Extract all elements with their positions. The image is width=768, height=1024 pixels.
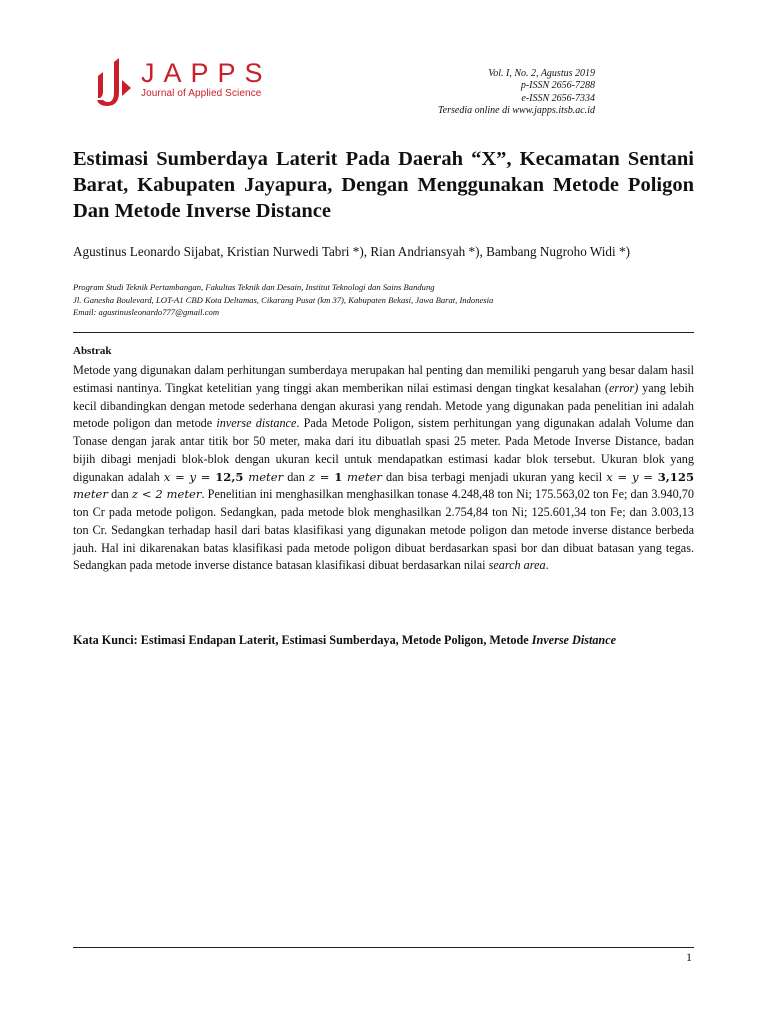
abstract-heading: Abstrak (73, 345, 112, 357)
journal-volume: Vol. I, No. 2, Agustus 2019 (488, 68, 595, 79)
abstract-error-term: error) (608, 380, 639, 395)
keywords-italic: Inverse Distance (531, 633, 617, 647)
math-block-size-z: z = 1 meter (308, 469, 382, 484)
keywords (73, 631, 694, 650)
abstract-search-area-term: search area (488, 558, 546, 573)
affiliation-program: Program Studi Teknik Pertambangan, Fakultas Teknik dan Desain, Institut Teknologi dan Sains Bandung (73, 282, 435, 292)
abstract-text-6: dan (107, 487, 132, 502)
abstract-body (73, 362, 694, 575)
keywords-label: Kata Kunci: Estimasi Endapan Laterit, Estimasi Sumberdaya, Metode Poligon, Metode (73, 633, 532, 647)
journal-p-issn: p-ISSN 2656-7288 (520, 80, 595, 92)
abstract-text-3: . Pada Metode Poligon, sistem perhitungan yang digunakan adalah Volume dan Tonase dengan jarak antar titik bor 50 meter, maka dari itu dibuatlah spasi 25 meter. Pada Metode Inverse Distance, badan bijih dibagi menjadi blok-blok dengan ukuran kecil untuk mendapatkan estimasi kadar blok tersebut. Ukuran blok yang digunakan adalah (73, 416, 694, 484)
page-number: 1 (686, 950, 692, 964)
paper-affiliation (73, 281, 694, 319)
abstract-text-4: dan (283, 469, 309, 484)
math-sub-block-xy: x = y = 3,125 meter (73, 469, 695, 502)
divider-bottom (73, 947, 694, 948)
abstract-text-7: . Penelitian ini menghasilkan menghasilkan tonase 4.248,48 ton Ni; 175.563,02 ton Fe; dan 3.940,70 ton Cr pada metode poligon. Sedangkan, pada metode blok menghasilkan 2.754,84 ton Ni; 125.601,34 ton Fe; dan 3.003,13 ton Cr. Sedangkan terhadap hasil dari batas klasifikasi yang digunakan metode poligon dan metode inverse distance berbeda jauh. Hal ini dikarenakan batas klasifikasi pada metode poligon dibuat berdasarkan spasi bor dan dibuat batasan yang tegas. Sedangkan pada metode inverse distance batasan klasifikasi dibuat berdasarkan nilai (73, 487, 694, 573)
journal-e-issn: e-ISSN 2656-7334 (521, 92, 595, 104)
math-sub-block-z: z < 2 meter (131, 487, 202, 502)
logo-title: JAPPS (141, 58, 272, 88)
divider-top (73, 332, 694, 333)
paper-authors: Agustinus Leonardo Sijabat, Kristian Nurwedi Tabri *), Rian Andriansyah *), Bambang Nugroho Widi *) (73, 244, 630, 259)
affiliation-address: Jl. Ganesha Boulevard, LOT-A1 CBD Kota Deltamas, Cikarang Pusat (km 37), Kabupaten Bekasi, Jawa Barat, Indonesia (73, 294, 494, 305)
japps-logo-mark-icon (95, 56, 133, 112)
journal-info (438, 68, 595, 118)
journal-online: Tersedia online di www.japps.itsb.ac.id (438, 105, 595, 117)
affiliation-email: Email: agustinusleonardo777@gmail.com (73, 307, 220, 318)
abstract-inverse-distance-term: inverse distance (216, 416, 297, 431)
logo-subtitle: Journal of Applied Science (141, 88, 262, 99)
journal-logo (95, 56, 295, 116)
abstract-text-1: Metode yang digunakan dalam perhitungan sumberdaya merupakan hal penting dan memiliki pengaruh yang besar dalam hasil estimasi nantinya. Tingkat ketelitian yang tinggi akan memberikan nilai estimasi dengan tingkat kesalahan ( (73, 363, 694, 395)
paper-title: Estimasi Sumberdaya Laterit Pada Daerah “X”, Kecamatan Sentani Barat, Kabupaten Jayapura, Dengan Menggunakan Metode Poligon Dan Metode Inverse Distance (73, 148, 694, 222)
logo-text (141, 58, 272, 100)
math-block-size-xy: x = y = 12,5 meter (163, 469, 284, 484)
abstract-text-5: dan bisa terbagi menjadi ukuran yang kecil (381, 469, 607, 484)
abstract-text-8: . (545, 558, 549, 573)
abstract-text-2: yang lebih kecil dibandingkan dengan metode sederhana dengan akurasi yang rendah. Metode yang digunakan pada penelitian ini adalah metode poligon dan metode (73, 380, 694, 431)
